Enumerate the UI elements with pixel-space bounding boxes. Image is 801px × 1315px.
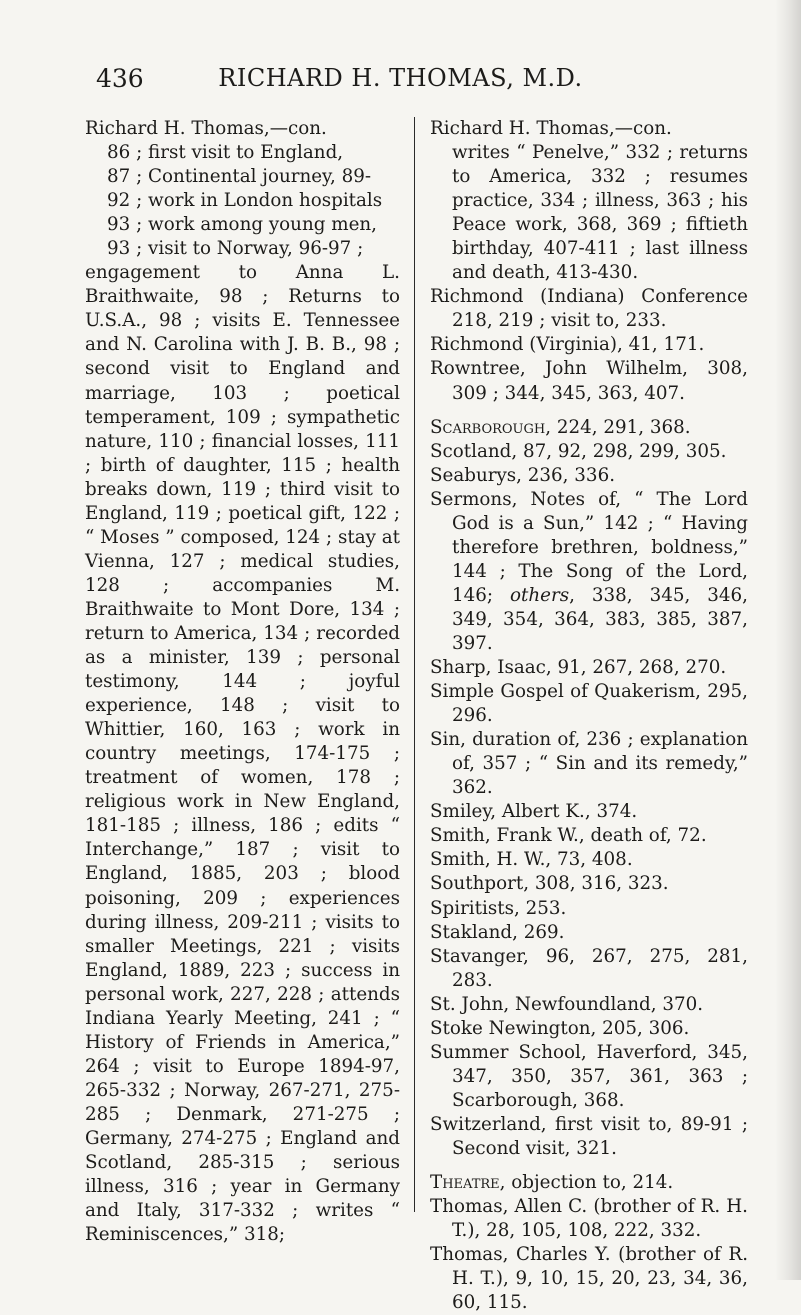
index-entry: Smiley, Albert K., 374. xyxy=(430,801,638,823)
index-line: 87 ; Continental journey, 89- xyxy=(107,166,372,188)
running-head: RICHARD H. THOMAS, M.D. xyxy=(218,64,583,92)
index-text: Sermons, Notes of, “ The Lord God is a Sun,” 142 ; “ Having therefore brethren, boldness,” 144 ; The Song of the Lord, 146; xyxy=(430,488,748,606)
index-entry: Switzerland, first visit to, 89-91 ; Second visit, 321. xyxy=(430,1113,748,1159)
index-entry xyxy=(430,488,748,656)
index-entry xyxy=(430,1171,748,1195)
index-entry: Southport, 308, 316, 323. xyxy=(430,873,669,895)
index-entry: Scotland, 87, 92, 298, 299, 305. xyxy=(430,440,727,462)
column-divider xyxy=(414,117,415,1212)
index-entry: Seaburys, 236, 336. xyxy=(430,464,616,486)
index-line: 92 ; work in London hospitals xyxy=(107,190,383,212)
index-headword: Scarborough xyxy=(430,416,546,438)
index-locators: , 224, 291, 368. xyxy=(545,416,691,438)
page-edge-shadow xyxy=(775,0,801,1280)
index-italic: others xyxy=(510,584,570,606)
index-entry: Thomas, Charles Y. (brother of R. H. T.), 9, 10, 15, 20, 23, 34, 36, 60, 115. xyxy=(430,1244,748,1314)
index-entry-body: engagement to Anna L. Braithwaite, 98 ; Returns to U.S.A., 98 ; visits E. Tennessee and N. Carolina with J. B. B., 98 ; second visit to England and marriage, 103 ; poetical temperament, 109 ; sympathetic nature, 110 ; financial losses, 111 ; birth of daughter, 115 ; health breaks down, 119 ; third visit to England, 119 ; poetical gift, 122 ; “ Moses ” composed, 124 ; stay at Vienna, 127 ; medical studies, 128 ; accompanies M. Braithwaite to Mont Dore, 134 ; return to America, 134 ; recorded as a minister, 139 ; personal testimony, 144 ; joyful experience, 148 ; visit to Whittier, 160, 163 ; work in country meetings, 174-175 ; treatment of women, 178 ; religious work in New England, 181-185 ; illness, 186 ; edits “ Interchange,” 187 ; visit to England, 1885, 203 ; blood poisoning, 209 ; experiences during illness, 209-211 ; visits to smaller Meetings, 221 ; visits England, 1889, 223 ; success in personal work, 227, 228 ; attends Indiana Yearly Meeting, 241 ; “ History of Friends in America,” 264 ; visit to Europe 1894-97, 265-332 ; Norway, 267-271, 275-285 ; Denmark, 271-275 ; Germany, 274-275 ; England and Scotland, 285-315 ; serious illness, 316 ; year in Germany and Italy, 317-332 ; writes “ Reminiscences,” 318; xyxy=(85,262,400,1246)
page-header xyxy=(0,58,801,98)
index-entry: Stakland, 269. xyxy=(430,921,565,943)
index-entry: Richmond (Virginia), 41, 171. xyxy=(430,334,705,356)
index-entry: Sharp, Isaac, 91, 267, 268, 270. xyxy=(430,657,727,679)
index-entry: writes “ Penelve,” 332 ; returns to America, 332 ; resumes practice, 334 ; illness, 363 ; his Peace work, 368, 369 ; fiftieth birthday, 407-411 ; last illness and death, 413-430. xyxy=(452,142,748,284)
page-number: 436 xyxy=(96,64,144,93)
index-locators: , objection to, 214. xyxy=(499,1172,674,1194)
index-entry: Thomas, Allen C. (brother of R. H. T.), 28, 105, 108, 222, 332. xyxy=(430,1196,748,1242)
index-entry xyxy=(430,416,748,440)
index-entry: Smith, H. W., 73, 408. xyxy=(430,849,633,871)
index-entry-heading: Richard H. Thomas,—con. xyxy=(85,118,327,139)
index-entry: Rowntree, John Wilhelm, 308, 309 ; 344, 345, 363, 407. xyxy=(430,358,748,404)
index-line: 93 ; work among young men, xyxy=(107,214,377,236)
index-entry: St. John, Newfoundland, 370. xyxy=(430,993,704,1015)
index-line: 93 ; visit to Norway, 96-97 ; xyxy=(107,238,364,260)
index-line: 86 ; first visit to England, xyxy=(107,142,344,164)
index-entry: Stoke Newington, 205, 306. xyxy=(430,1017,690,1039)
index-entry: Sin, duration of, 236 ; explanation of, 357 ; “ Sin and its remedy,” 362. xyxy=(430,729,748,799)
index-entry-heading: Richard H. Thomas,—con. xyxy=(430,118,672,139)
index-entry: Richmond (Indiana) Conference 218, 219 ; visit to, 233. xyxy=(430,286,748,332)
index-entry: Smith, Frank W., death of, 72. xyxy=(430,825,707,847)
index-headword: Theatre xyxy=(430,1172,500,1194)
index-entry: Simple Gospel of Quakerism, 295, 296. xyxy=(430,681,748,727)
index-text: , 338, 345, 346, 349, 354, 364, 383, 385, 387, 397. xyxy=(452,584,748,654)
index-column-right xyxy=(430,117,748,1315)
index-entry: Spiritists, 253. xyxy=(430,897,567,919)
index-entry: Stavanger, 96, 267, 275, 281, 283. xyxy=(430,945,748,991)
index-column-left xyxy=(85,117,400,1247)
index-entry: Summer School, Haverford, 345, 347, 350, 357, 361, 363 ; Scarborough, 368. xyxy=(430,1041,748,1111)
